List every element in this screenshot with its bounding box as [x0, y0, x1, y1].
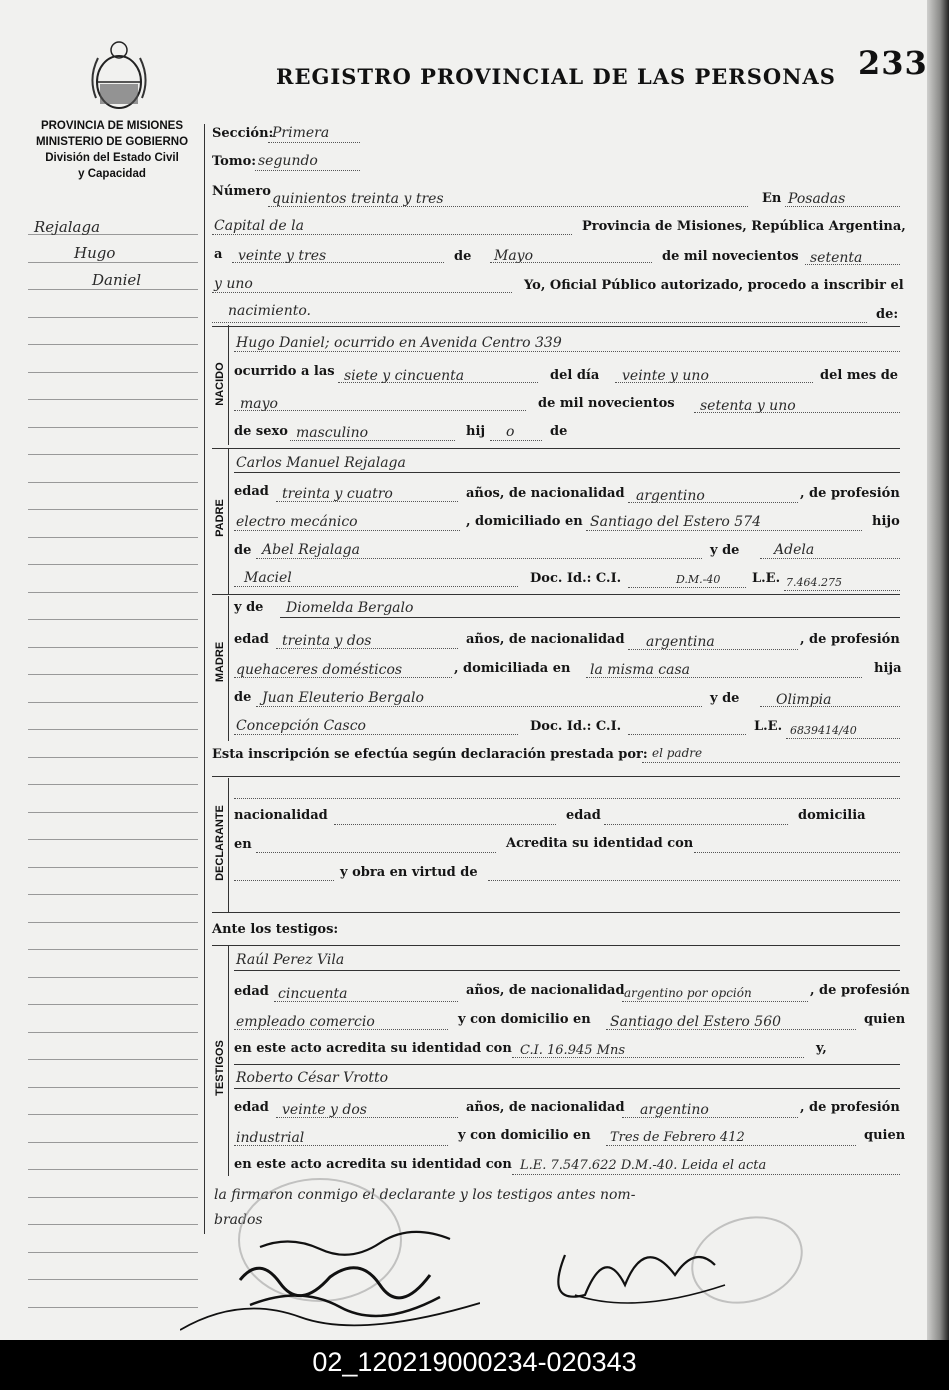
madre-nacionalidad-label: años, de nacionalidad: [466, 632, 625, 647]
madre-edad-label: edad: [234, 632, 269, 647]
testigo1-nacionalidad: argentino por opción: [624, 986, 752, 1000]
tomo-label: Tomo:: [212, 154, 257, 169]
ministry-block: [28, 118, 196, 182]
declarante-section-label: DECLARANTE: [214, 805, 226, 881]
margin-rule-line: [28, 1059, 198, 1060]
margin-rule-line: [28, 262, 198, 263]
signature-left-icon: [180, 1225, 480, 1340]
margin-rule-line: [28, 1224, 198, 1225]
madre-profesion-value: quehaceres domésticos: [236, 662, 403, 678]
padre-doc-value: D.M.-40: [676, 573, 721, 586]
margin-rule-line: [28, 894, 198, 895]
madre-y-de-label: y de: [234, 600, 264, 615]
en-value: Posadas: [788, 191, 846, 207]
del-mes-label: del mes de: [820, 368, 899, 383]
padre-nombre-value: Carlos Manuel Rejalaga: [236, 455, 406, 471]
mes-value: Mayo: [494, 248, 534, 264]
madre-domicilio-label: , domiciliada en: [454, 661, 571, 676]
padre-doc-label: Doc. Id.: C.I.: [530, 571, 622, 586]
margin-rule-line: [28, 537, 198, 538]
testigo2-edad-label: edad: [234, 1100, 269, 1115]
margin-rule-line: [28, 344, 198, 345]
testigo2-profesion: industrial: [236, 1130, 305, 1146]
margin-rule-line: [28, 1169, 198, 1170]
testigo2-documento: L.E. 7.547.622 D.M.-40. Leida el acta: [520, 1158, 767, 1173]
margin-surname: Rejalaga: [34, 218, 101, 236]
tomo-value: segundo: [258, 153, 318, 169]
padre-hijo-label: hijo: [872, 514, 900, 529]
margin-rule-line: [28, 619, 198, 620]
de-label: de: [454, 249, 472, 264]
hij-label: hij: [466, 424, 486, 439]
nacido-mes-value: mayo: [240, 396, 278, 412]
testigo1-edad: cincuenta: [278, 986, 348, 1002]
numero-value: quinientos treinta y tres: [272, 191, 444, 207]
anio-value-1: setenta: [810, 250, 863, 266]
madre-padre-de-value: Juan Eleuterio Bergalo: [262, 690, 424, 706]
testigo1-nacionalidad-label: años, de nacionalidad: [466, 983, 625, 998]
nacido-nombre-value: Hugo Daniel; ocurrido en Avenida Centro 339: [236, 335, 562, 351]
margin-rule-line: [28, 317, 198, 318]
testigo1-domicilio: Santiago del Estero 560: [610, 1014, 782, 1030]
a-label: a: [214, 247, 223, 262]
margin-rule-line: [28, 1197, 198, 1198]
padre-madre-de-value-2: Maciel: [244, 570, 292, 586]
oficial-text: Yo, Oficial Público autorizado, procedo a inscribir el: [524, 278, 904, 293]
declarante-acredita-label: Acredita su identidad con: [506, 836, 694, 851]
madre-le-label: L.E.: [754, 719, 783, 734]
margin-rule-line: [28, 729, 198, 730]
provincia-text: Provincia de Misiones, República Argentina,: [582, 219, 906, 234]
nacido-de-label: de: [550, 424, 568, 439]
testigo2-domicilio-label: y con domicilio en: [458, 1128, 591, 1143]
padre-le-label: L.E.: [752, 571, 781, 586]
testigo2-nombre: Roberto César Vrotto: [236, 1070, 388, 1086]
padre-nacionalidad-value: argentino: [636, 488, 705, 504]
testigo2-domicilio: Tres de Febrero 412: [610, 1130, 745, 1145]
declaracion-label: Esta inscripción se efectúa según declaración prestada por:: [212, 747, 648, 762]
padre-domicilio-value: Santiago del Estero 574: [590, 514, 762, 530]
margin-rule-line: [28, 372, 198, 373]
madre-nacionalidad-value: argentina: [646, 634, 715, 650]
nacido-dia-value: veinte y uno: [622, 368, 709, 384]
testigo1-documento: C.I. 16.945 Mns: [520, 1043, 625, 1058]
madre-doc-label: Doc. Id.: C.I.: [530, 719, 622, 734]
testigo2-profesion-label: , de profesión: [800, 1100, 900, 1115]
testigos-intro-label: Ante los testigos:: [212, 922, 339, 937]
padre-edad-label: edad: [234, 484, 269, 499]
padre-edad-value: treinta y cuatro: [282, 486, 393, 502]
margin-rule-line: [28, 482, 198, 483]
margin-rule-line: [28, 1114, 198, 1115]
signature-right-icon: [545, 1225, 745, 1325]
declarante-edad-label: edad: [566, 808, 601, 823]
padre-madre-de-value: Adela: [774, 542, 815, 558]
margin-rule-line: [28, 922, 198, 923]
nacido-anio-value: setenta y uno: [700, 398, 796, 414]
nacido-section-label: NACIDO: [214, 362, 226, 406]
padre-profesion-label: , de profesión: [800, 486, 900, 501]
margin-rule-line: [28, 977, 198, 978]
madre-column-divider: [228, 596, 229, 741]
ministry-line: MINISTERIO DE GOBIERNO: [35, 136, 189, 148]
margin-rule-line: [28, 674, 198, 675]
madre-hija-label: hija: [874, 661, 902, 676]
testigo2-quien-label: quien: [864, 1128, 906, 1143]
margin-rule-line: [28, 702, 198, 703]
margin-rule-line: [28, 812, 198, 813]
testigo1-y-label: y,: [816, 1041, 827, 1056]
madre-y-de2-label: y de: [710, 691, 740, 706]
padre-y-de-label: y de: [710, 543, 740, 558]
ministry-line: y Capacidad: [78, 168, 146, 180]
madre-le-value: 6839414/40: [790, 724, 857, 737]
nacido-anio-label: de mil novecientos: [538, 396, 675, 411]
margin-rule-line: [28, 784, 198, 785]
del-dia-label: del día: [550, 368, 600, 383]
margin-rule-line: [28, 839, 198, 840]
declarante-domicilia-label: domicilia: [798, 808, 866, 823]
numero-label: Número: [212, 184, 271, 199]
document-title: REGISTRO PROVINCIAL DE LAS PERSONAS: [276, 64, 836, 89]
declaracion-value: el padre: [652, 746, 703, 760]
sexo-label: de sexo: [234, 424, 288, 439]
madre-domicilio-value: la misma casa: [590, 662, 691, 678]
margin-rule-line: [28, 1087, 198, 1088]
margin-rule-line: [28, 399, 198, 400]
testigos-column-divider: [228, 946, 229, 1176]
testigo1-edad-label: edad: [234, 984, 269, 999]
madre-edad-value: treinta y dos: [282, 633, 372, 649]
padre-domicilio-label: , domiciliado en: [466, 514, 583, 529]
margin-rule-line: [28, 949, 198, 950]
main-frame-left-border: [204, 124, 205, 1234]
margin-rule-line: [28, 1032, 198, 1033]
sexo-value: masculino: [296, 425, 369, 441]
testigo1-acredita-label: en este acto acredita su identidad con: [234, 1041, 512, 1056]
padre-column-divider: [228, 449, 229, 594]
de-end-label: de:: [876, 307, 899, 322]
margin-rule-line: [28, 757, 198, 758]
testigo1-domicilio-label: y con domicilio en: [458, 1012, 591, 1027]
page-number: 233: [858, 44, 928, 82]
declarante-en-label: en: [234, 837, 252, 852]
anio-value-2: y uno: [214, 276, 253, 292]
margin-rule-line: [28, 592, 198, 593]
margin-rule-line: [28, 289, 198, 290]
testigos-section-label: TESTIGOS: [214, 1040, 226, 1096]
testigo1-profesion: empleado comercio: [236, 1014, 375, 1030]
dia-value: veinte y tres: [238, 248, 327, 264]
madre-profesion-label: , de profesión: [800, 632, 900, 647]
madre-madre-de-value: Olimpia: [776, 692, 832, 708]
declarante-column-divider: [228, 778, 229, 913]
testigo1-profesion-label: , de profesión: [810, 983, 910, 998]
madre-madre-de-value-2: Concepción Casco: [236, 718, 366, 734]
margin-name-2: Daniel: [92, 271, 142, 289]
margin-rule-line: [28, 509, 198, 510]
margin-name-1: Hugo: [74, 244, 116, 262]
ministry-line: División del Estado Civil: [45, 152, 179, 164]
margin-rule-line: [28, 1307, 198, 1308]
margin-rule-line: [28, 1004, 198, 1005]
padre-section-label: PADRE: [214, 499, 226, 537]
margin-rule-line: [28, 647, 198, 648]
ministry-line: PROVINCIA DE MISIONES: [40, 120, 184, 132]
anio-text: de mil novecientos: [662, 249, 799, 264]
testigo2-nacionalidad: argentino: [640, 1102, 709, 1118]
testigo2-edad: veinte y dos: [282, 1102, 367, 1118]
madre-de-label: de: [234, 690, 252, 705]
padre-le-value: 7.464.275: [786, 576, 842, 589]
seccion-label: Sección:: [212, 126, 274, 141]
testigo2-acredita-label: en este acto acredita su identidad con: [234, 1157, 512, 1172]
testigo2-nacionalidad-label: años, de nacionalidad: [466, 1100, 625, 1115]
padre-nacionalidad-label: años, de nacionalidad: [466, 486, 625, 501]
hij-value: o: [506, 424, 515, 440]
seccion-value: Primera: [272, 125, 330, 141]
declarante-obra-label: y obra en virtud de: [340, 865, 478, 880]
en-label: En: [762, 191, 782, 206]
testigo1-nombre: Raúl Perez Vila: [236, 952, 345, 968]
margin-rule-line: [28, 1142, 198, 1143]
acto-value: nacimiento.: [228, 303, 311, 319]
margin-rule-line: [28, 1252, 198, 1253]
margin-rule-line: [28, 427, 198, 428]
nacido-column-divider: [228, 325, 229, 445]
testigo1-quien-label: quien: [864, 1012, 906, 1027]
cierre-line-2: brados: [214, 1212, 263, 1228]
padre-profesion-value: electro mecánico: [236, 514, 358, 530]
margin-rule-line: [28, 867, 198, 868]
image-caption: 02_120219000234-020343: [0, 1340, 949, 1390]
hora-value: siete y cincuenta: [344, 368, 465, 384]
coat-of-arms-icon: [88, 38, 150, 116]
madre-nombre-value: Diomelda Bergalo: [286, 600, 414, 616]
declarante-nacionalidad-label: nacionalidad: [234, 808, 328, 823]
padre-padre-de-value: Abel Rejalaga: [262, 542, 360, 558]
ocurrido-label: ocurrido a las: [234, 364, 335, 379]
margin-rule-line: [28, 564, 198, 565]
cierre-line-1: la firmaron conmigo el declarante y los testigos antes nom-: [214, 1187, 636, 1203]
margin-rule-line: [28, 1279, 198, 1280]
margin-rule-line: [28, 454, 198, 455]
padre-de-label: de: [234, 543, 252, 558]
ciudad-value: Capital de la: [214, 218, 304, 234]
book-spine-shadow: [927, 0, 949, 1340]
madre-section-label: MADRE: [214, 641, 226, 683]
